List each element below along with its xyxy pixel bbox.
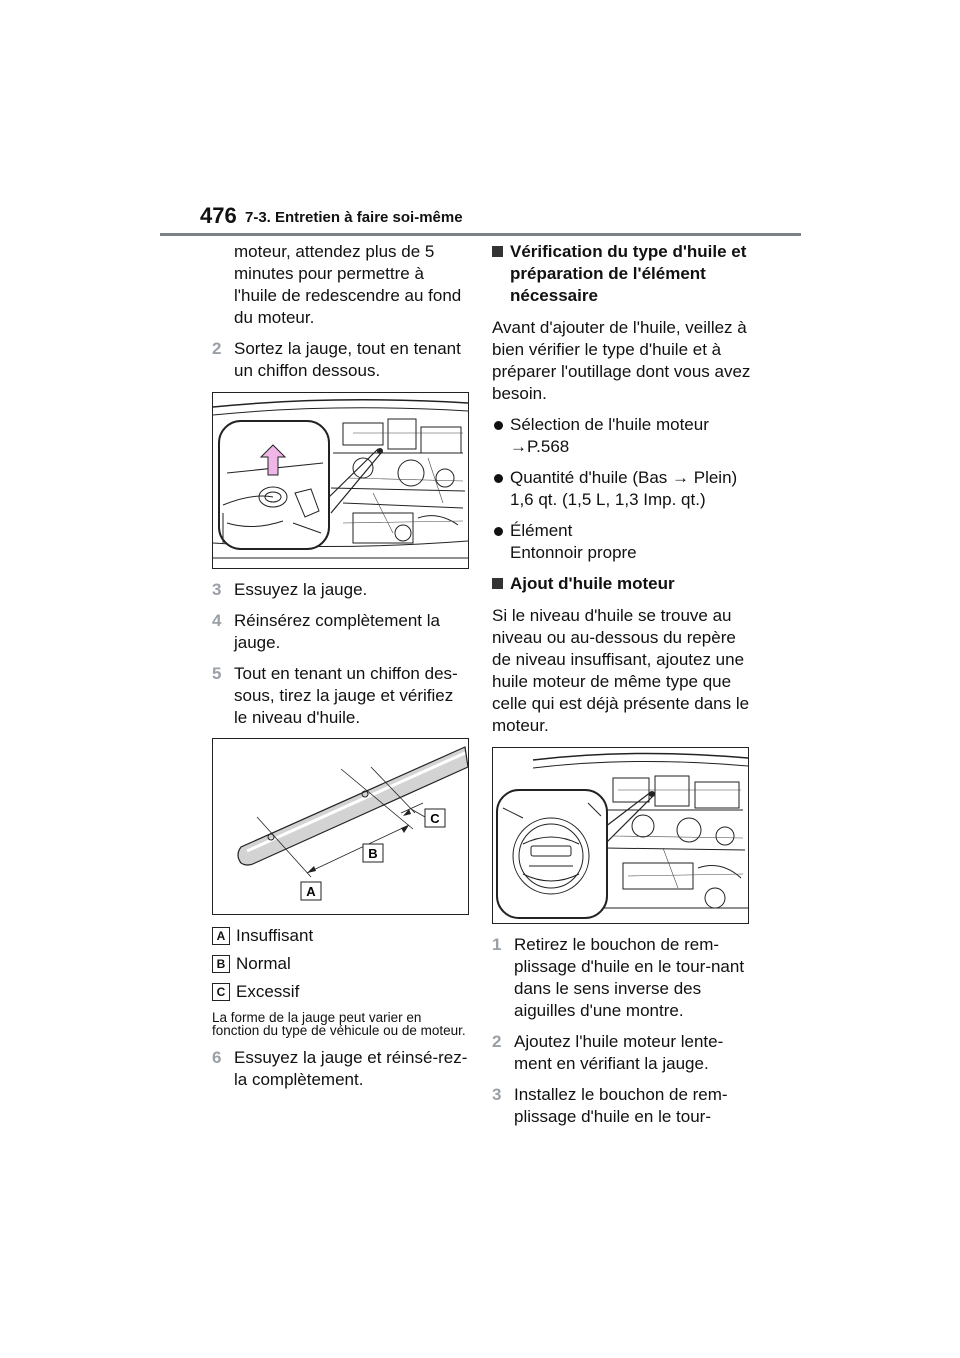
intro-text: moteur, attendez plus de 5 minutes pour permettre à l'huile de redescendre au fond du moteur. [234,242,462,327]
step-2 [212,338,468,382]
legend-label: Excessif [236,982,300,1001]
section-title: 7-3. Entretien à faire soi-même [245,209,463,226]
heading-text: Vérification du type d'huile et préparation de l'élément nécessaire [510,242,747,305]
bullet-line: Quantité d'huile (Bas → Plein) [510,468,738,487]
heading-add-oil [492,573,756,595]
label-b: B [368,846,378,861]
bullet-icon [494,474,503,483]
step-text: Réinsérez complètement la jauge. [234,611,440,652]
dipstick-illustration [213,739,468,914]
step-text: Essuyez la jauge. [234,580,368,599]
bullet-oil-selection [492,414,756,458]
engine-bay-illustration [213,393,468,568]
legend-key: A [212,927,230,945]
square-bullet-icon [492,578,503,589]
label-a: A [306,884,316,899]
step-number: 2 [212,339,222,358]
page-number: 476 [200,203,237,228]
legend-row-b [212,953,468,975]
figure-oil-filler-cap [492,747,749,924]
step-number: 5 [212,664,222,683]
legend-key: C [212,983,230,1001]
step-text: Essuyez la jauge et réinsé-rez-la complètement. [234,1048,468,1089]
step-6 [212,1047,468,1091]
bullet-item [492,520,756,564]
step-2 [492,1031,756,1075]
page-reference-link[interactable]: →P.568 [510,437,570,456]
bullet-oil-quantity [492,467,756,511]
right-column [492,241,756,1137]
step-number: 1 [492,935,502,954]
heading-check-oil-type [492,241,756,307]
legend-label: Normal [236,954,291,973]
bullet-line: Entonnoir propre [510,543,637,562]
step-number: 2 [492,1032,502,1051]
heading-text: Ajout d'huile moteur [510,574,675,593]
legend-label: Insuffisant [236,926,314,945]
step-number: 6 [212,1048,222,1067]
bullet-line: Sélection de l'huile moteur [510,415,709,434]
step-4 [212,610,468,654]
step-text: Retirez le bouchon de rem-plissage d'huile en le tour-nant dans le sens inverse des aiguilles d'une montre. [514,935,745,1020]
legend-row-a [212,925,468,947]
paragraph: Si le niveau d'huile se trouve au niveau ou au-dessous du repère de niveau insuffisant, ajoutez une huile moteur de même type que celle qui est déjà présente dans le moteur. [492,606,750,735]
step-3 [492,1084,756,1128]
label-c: C [430,811,440,826]
header-rule [160,233,801,236]
step-1 [492,934,756,1022]
step-number: 3 [492,1085,502,1104]
bullet-icon [494,421,503,430]
paragraph: Avant d'ajouter de l'huile, veillez à bien vérifier le type d'huile et à préparer l'outillage dont vous avez besoin. [492,318,751,403]
figure-dipstick-levels [212,738,469,915]
oil-cap-illustration [493,748,748,923]
left-column [212,241,468,1100]
note-text: La forme de la jauge peut varier en fonction du type de véhicule ou de moteur. [212,1010,466,1038]
step-number: 4 [212,611,222,630]
step-text: Installez le bouchon de rem-plissage d'huile en le tour- [514,1085,728,1126]
legend-row-c [212,981,468,1003]
bullet-line: Élément [510,521,573,540]
step-text: Sortez la jauge, tout en tenant un chiffon dessous. [234,339,461,380]
step-text: Ajoutez l'huile moteur lente-ment en vérifiant la jauge. [514,1032,724,1073]
legend-key: B [212,955,230,973]
bullet-line: 1,6 qt. (1,5 L, 1,3 Imp. qt.) [510,490,706,509]
step-5 [212,663,468,729]
step-number: 3 [212,580,222,599]
step-text: Tout en tenant un chiffon des-sous, tirez la jauge et vérifiez le niveau d'huile. [234,664,458,727]
step-3 [212,579,468,601]
figure-dipstick-pull [212,392,469,569]
square-bullet-icon [492,246,503,257]
bullet-icon [494,527,503,536]
